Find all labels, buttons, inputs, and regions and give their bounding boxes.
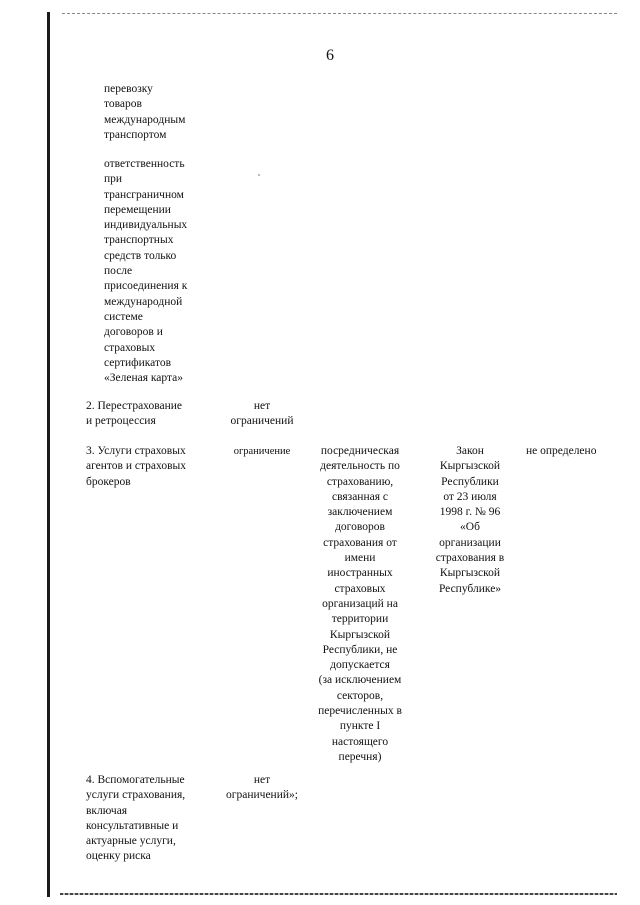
page-number: 6 [326, 47, 334, 64]
page-top-border [62, 13, 617, 15]
row-3-description: посредническая деятельность по страхованию, связанная с заключением договоров страхования от имени иностранных страховых организаций на территории Кыргызской Республики, не допускается (за исключением секторов, перечисленных в пункте I настоящего перечня) [318, 445, 402, 763]
row-3-status: ограничение [233, 446, 291, 457]
page-bottom-border [60, 893, 617, 895]
row-4-status: нет ограничений»; [226, 774, 298, 802]
row-3-note: не определено [526, 445, 597, 457]
row-2-service: 2. Перестрахование и ретроцессия [86, 400, 183, 428]
row-3-service: 3. Услуги страховых агентов и страховых брокеров [86, 445, 186, 488]
transport-intro-text: перевозку товаров международным транспортом [104, 83, 186, 141]
row-2-status: нет ограничений [230, 400, 294, 428]
transport-liability-text: ответственность при трансграничном перемещении индивидуальных транспортных средств только после присоединения к международной системе договоров и страховых сертификатов «Зеленая карта» [104, 158, 188, 385]
row-3-law: Закон Кыргызской Республики от 23 июля 1998 г. № 96 «Об организации страхования в Кыргызской Республике» [435, 445, 505, 595]
scan-speck [258, 174, 260, 176]
page-left-border [47, 12, 50, 897]
row-4-service: 4. Вспомогательные услуги страхования, включая консультативные и актуарные услуги, оценку риска [86, 774, 186, 863]
